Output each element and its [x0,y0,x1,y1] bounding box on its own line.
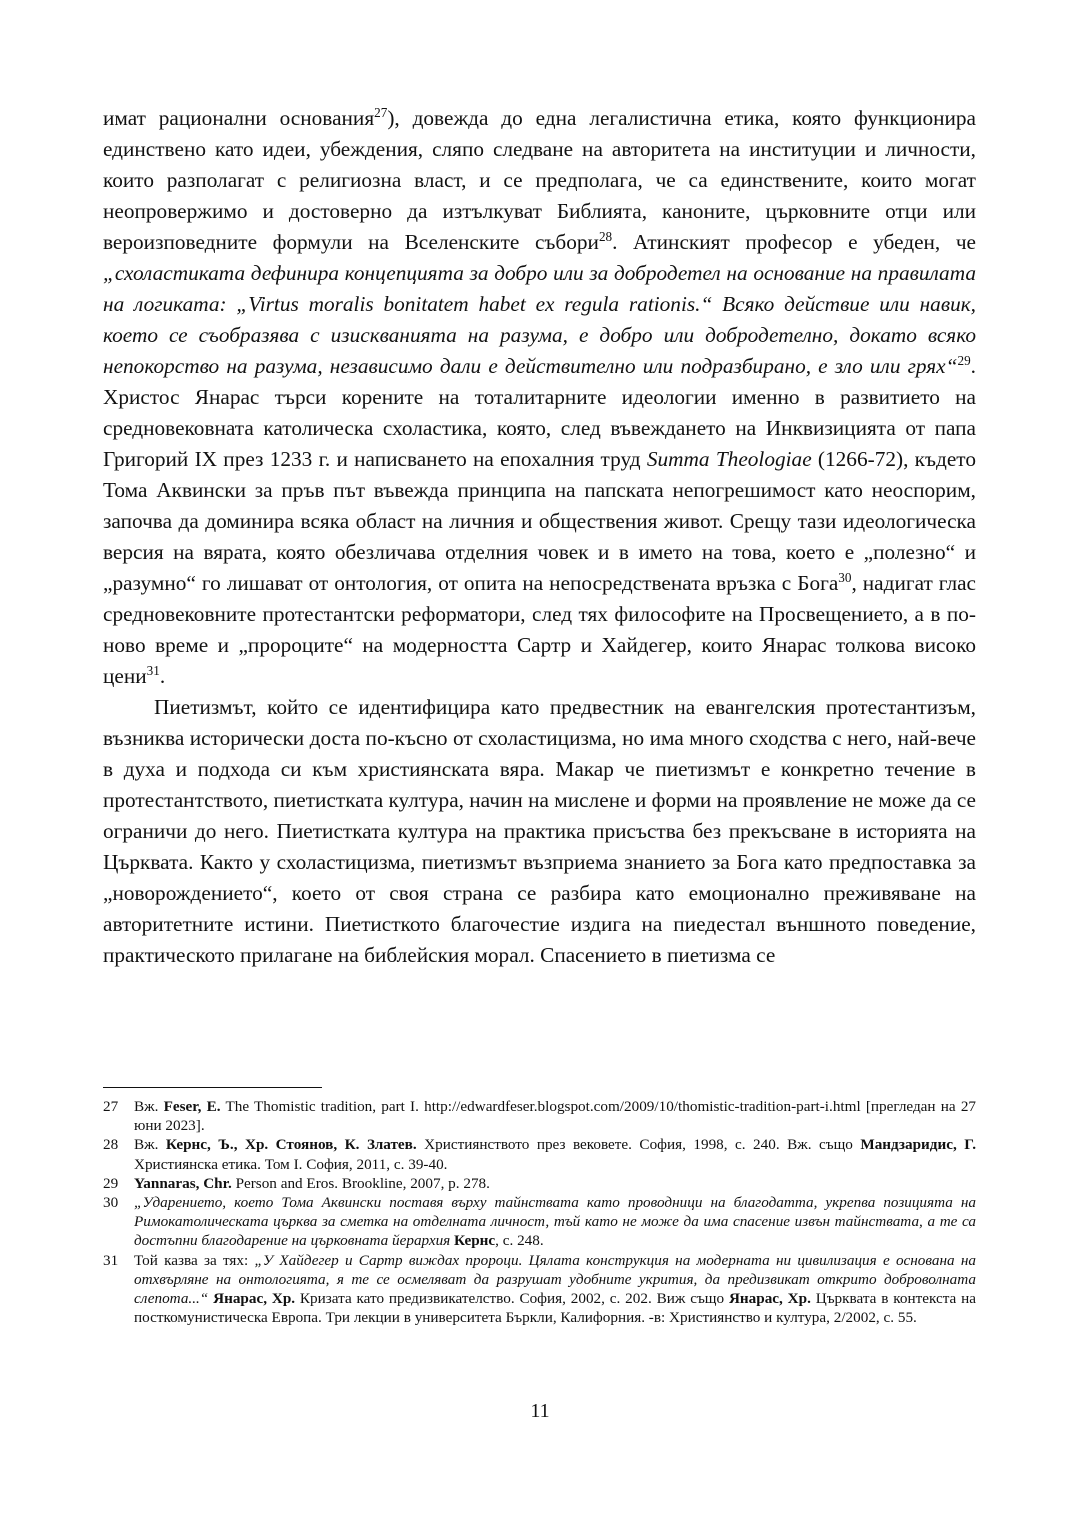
footnote-31 [103,1251,976,1328]
text-run: Пиетизмът, който се идентифицира като предвестник на евангелския протестантизъм, възниква исторически доста по-късно от схоластицизма, но има много сходства с него, най-вече в духа и подхода си към християнската вяра. Макар че пиетизмът е конкретно течение в протестантството, пиетистката култура, начин на мислене и форми на проявление не може да се ограничи до него. Пиетистката култура на практика присъства без прекъсване в историята на Църквата. Както у схоластицизма, пиетизмът възприема знанието за Бога като предпоставка за „новорождението“, което от своя страна се разбира като емоционално преживяване на авторитетните истини. Пиетисткото благочестие издига на пиедестал външното поведение, практическото прилагане на библейския морал. Спасението в пиетизма се [103,695,977,967]
bold-text: Feser, E. [163,1098,221,1115]
text-run: Църквата в контекста на посткомунистическа Европа. Три лекции в университета Бъркли, Калифорния. -в: Християнство и култура, 2/2002, с. 55. [134,1290,977,1327]
footnote-29 [103,1174,976,1193]
text-run: Вж. [134,1098,164,1115]
bold-text: Янарас, Хр. [213,1290,296,1308]
text-run: . Атинският професор е убеден, че [612,230,976,254]
footnote-ref: 31 [146,662,160,678]
italic-text: „схоластиката дефинира концепцията за добро или за добродетел на основание на правилата на логиката: „Virtus moralis bonitatem habet ex regula rationis.“ Всяко действие или навик, което се съобразява с изискванията на разума, е добро или добродетелно, докато всяко непокорство на разума, независимо дали е действително или подразбирано, е зло или грях“ [103,261,976,378]
footnote-number: 28 [103,1136,119,1154]
bold-text: Мандзаридис, Г. [860,1136,976,1154]
text-run: ), довежда до една легалистична етика, която функционира единствено като идеи, убеждения, сляпо следване на авторитета на институции и личности, които разполагат с религиозна власт, и се предполага, че са единствените, които могат неопровержимо и достоверно да изтълкуват Библията, каноните, църковните отци или вероизповедните формули на Вселенските събори [103,106,976,254]
text-run: , с. 248. [495,1232,544,1250]
bold-text: Кернс, Ъ., Хр. Стоянов, К. Златев. [165,1136,417,1154]
footnote-text [134,1097,976,1135]
footnote-text [134,1251,976,1328]
text-run: Той казва за тях: [134,1251,255,1269]
footnote-text [134,1193,976,1251]
text-run: Вж. [134,1136,166,1154]
italic-text: „У Хайдегер и Сартр виждах пророци. Цялата конструкция на модерната ни цивилизация е основана на отхвърляне на онтологията, я те се осмеляват да разрушат удобните укрития, да предизвикат открито доброволната слепота...“ [134,1251,976,1308]
text-run: Християнска етика. Том I. София, 2011, с. 39-40. [134,1155,448,1173]
footnote-28 [103,1135,976,1173]
main-text [103,103,976,971]
bold-text: Кернс [454,1232,496,1250]
text-run: (1266-72), където Тома Аквински за пръв път въвежда принципа на папската непогрешимост като неоспорим, започва да доминира всяка област на личния и обществения живот. Срещу тази идеологическа версия на вярата, която обезличава отделния човек и в името на това, което е „полезно“ и „разумно“ го лишават от онтология, от опита на непосредствената връзка с Бога [103,447,976,595]
text-run: . Христос Янарас търси корените на тоталитарните идеологии именно в развитието на средновековната католическа схоластика, която, след въвеждането на Инквизицията от папа Григорий IX през 1233 г. и написването на епохалния труд [103,354,976,471]
text-run: Person and Eros. Brookline, 2007, p. 278. [231,1174,490,1192]
footnote-ref: 28 [598,228,613,244]
footnote-separator [103,1087,322,1088]
footnote-ref: 30 [838,569,852,585]
footnote-number: 29 [103,1174,119,1192]
page-number: 11 [530,1400,550,1422]
paragraph-1 [103,103,976,692]
italic-text: „Ударението, което Тома Аквински поставя върху тайнствата като проводници на благодатта, укрепва позицията на Римокатолическата църква за сметка на отделната личност, тъй като не може да има спасение извън тайнствата, а те са достъпни благодарение на църковната йерархия [134,1194,976,1250]
footnote-ref: 29 [957,352,971,368]
footnote-number: 27 [103,1098,119,1115]
footnote-number: 30 [103,1194,119,1212]
text-run: Християнството през вековете. София, 1998, с. 240. Вж. също [416,1136,861,1154]
footnotes [103,1097,976,1327]
bold-text: Янарас, Хр. [728,1290,811,1308]
footnote-27 [103,1097,976,1135]
text-run: The Thomistic tradition, part I. http://edwardfeser.blogspot.com/2009/10/thomistic-tradition-part-i.html [прегледан на 27 юни 2023]. [134,1098,977,1135]
footnote-number: 31 [103,1251,119,1269]
footnote-text [134,1135,976,1173]
footnote-ref: 27 [374,104,388,120]
text-run: имат рационални основания [103,106,375,130]
footnote-30 [103,1193,976,1251]
text-run: . [159,664,166,688]
bold-text: Yannaras, Chr. [134,1174,232,1192]
italic-text: Summa Theologiae [646,447,812,471]
text-run: Кризата като предизвикателство. София, 2002, с. 202. Виж също [295,1290,729,1308]
text-run: , надигат глас средновековните протестантски реформатори, след тях философите на Просвещението, а в по-ново време и „пророците“ на модерността Сартр и Хайдегер, които Янарас толкова високо цени [103,571,976,688]
footnote-text [134,1174,976,1193]
paragraph-2 [103,692,976,971]
